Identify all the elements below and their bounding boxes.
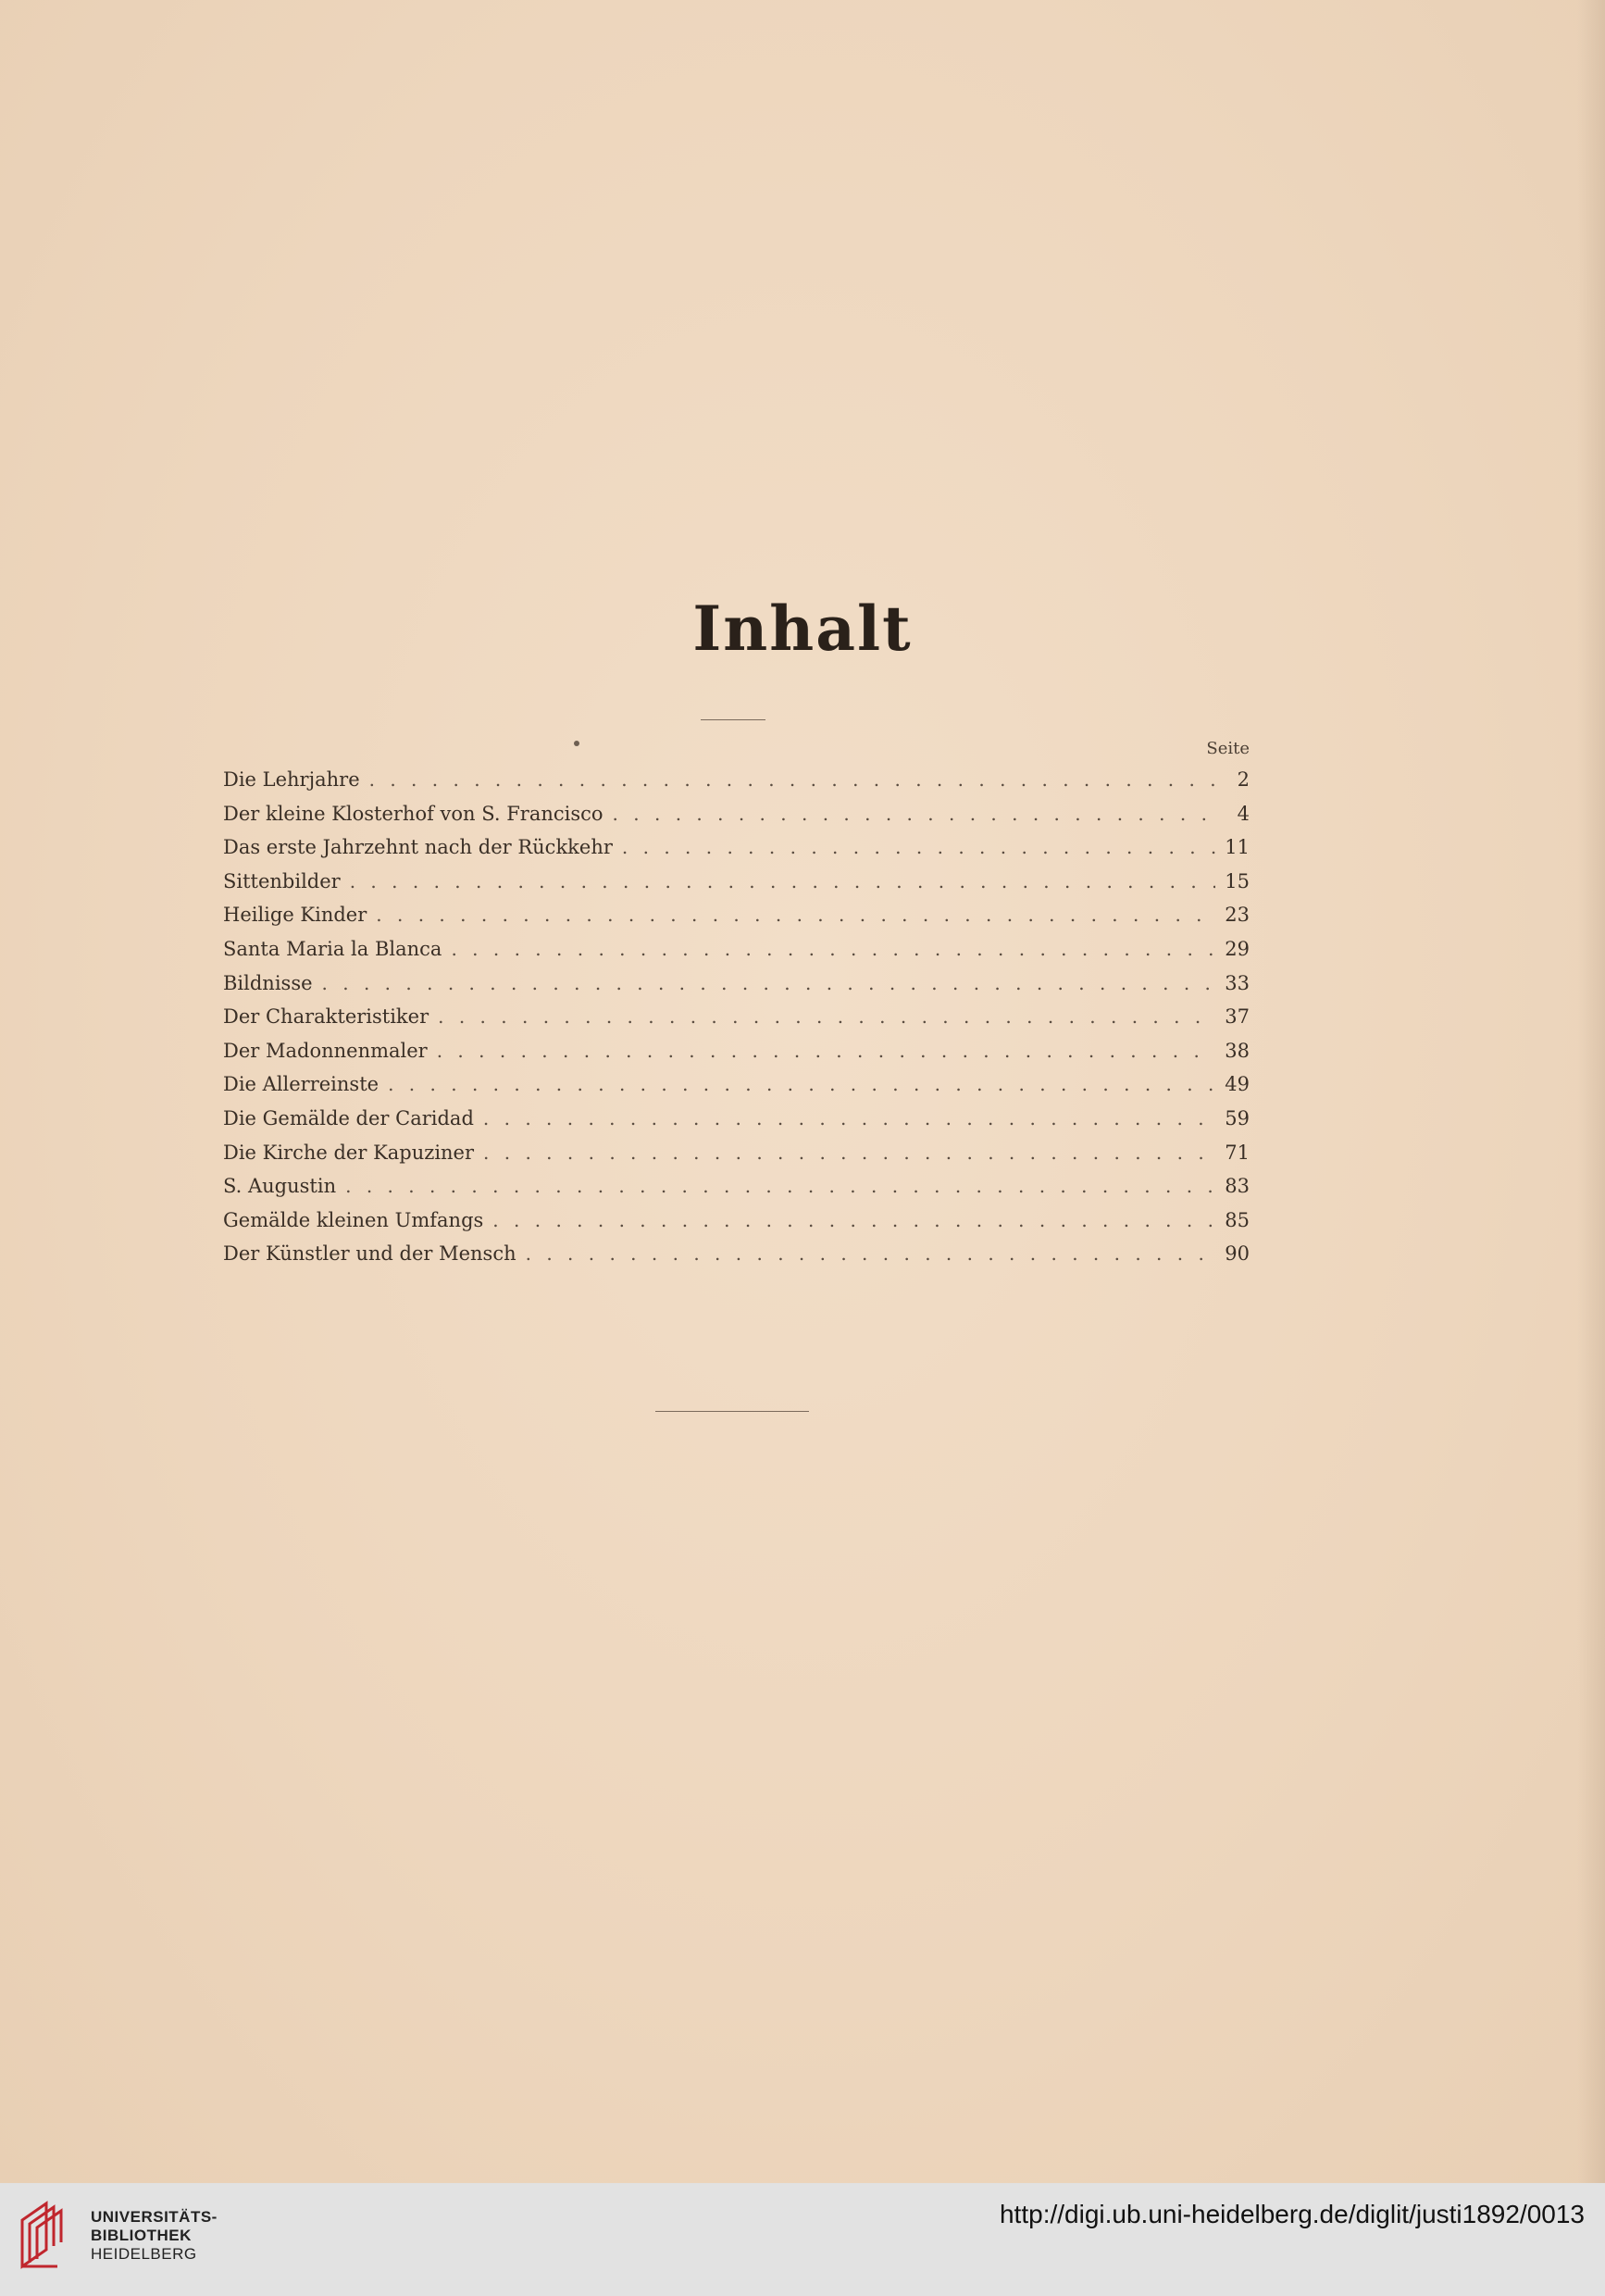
toc-entry — [223, 1000, 1250, 1034]
toc-leader-dots — [376, 898, 1215, 932]
toc-leader-dots — [437, 1034, 1216, 1068]
toc-entry-page: 38 — [1225, 1039, 1250, 1062]
toc-entry-page: 90 — [1225, 1242, 1250, 1266]
logo-line-1: UNIVERSITÄTS- — [91, 2208, 218, 2226]
toc-leader-dots — [369, 763, 1218, 797]
toc-entry-title: Der kleine Klosterhof von S. Francisco — [223, 802, 603, 825]
toc-entry-title: Die Lehrjahre — [223, 768, 360, 791]
toc-entry-page: 33 — [1225, 971, 1250, 994]
library-logo-icon — [15, 2192, 80, 2274]
logo-stroke — [37, 2211, 61, 2259]
toc-entry — [223, 797, 1250, 831]
toc-entry-title: Der Charakteristiker — [223, 1005, 429, 1029]
toc-leader-dots — [622, 830, 1215, 865]
toc-entry-page: 59 — [1225, 1106, 1250, 1129]
toc-entry-title: Sittenbilder — [223, 869, 341, 892]
title-rule — [701, 719, 765, 720]
toc-entry — [223, 967, 1250, 1001]
page-title: Inhalt — [692, 593, 913, 665]
toc-entry — [223, 1034, 1250, 1068]
toc-leader-dots — [492, 1204, 1215, 1238]
toc-entry-page: 29 — [1225, 937, 1250, 960]
logo-line-2: BIBLIOTHEK — [91, 2227, 192, 2244]
toc-entry — [223, 898, 1250, 932]
toc-leader-dots — [451, 932, 1215, 967]
toc-entry-title: Die Kirche der Kapuziner — [223, 1141, 475, 1164]
source-url[interactable]: http://digi.ub.uni-heidelberg.de/diglit/justi1892/0013 — [999, 2200, 1585, 2228]
toc-entry — [223, 865, 1250, 899]
toc-entry-title: Santa Maria la Blanca — [223, 937, 442, 960]
toc-leader-dots — [388, 1067, 1215, 1102]
toc-entry — [223, 1136, 1250, 1170]
toc-entry — [223, 830, 1250, 865]
toc-leader-dots — [613, 797, 1218, 831]
toc-leader-dots — [350, 865, 1216, 899]
toc-entry — [223, 1237, 1250, 1271]
toc-entry-title: Bildnisse — [223, 971, 313, 994]
toc-entry-page: 49 — [1225, 1073, 1250, 1096]
toc-entry-title: Der Madonnenmaler — [223, 1039, 428, 1062]
toc-entry — [223, 763, 1250, 797]
library-logo-text — [91, 2208, 218, 2264]
toc-entry — [223, 1204, 1250, 1238]
toc-entry-title: Gemälde kleinen Umfangs — [223, 1208, 484, 1231]
page-edge-shadow — [1577, 0, 1605, 2183]
logo-stroke — [22, 2203, 46, 2266]
toc-entry-page: 85 — [1225, 1208, 1250, 1231]
toc-entry-title: Das erste Jahrzehnt nach der Rückkehr — [223, 836, 613, 859]
table-of-contents — [223, 735, 1250, 1271]
toc-entry-page: 15 — [1225, 869, 1250, 892]
toc-leader-dots — [345, 1169, 1215, 1204]
toc-entry-page: 37 — [1225, 1005, 1250, 1029]
toc-leader-dots — [526, 1237, 1216, 1271]
page-column-label: Seite — [1206, 739, 1250, 758]
toc-entry-title: Die Gemälde der Caridad — [223, 1106, 474, 1129]
toc-leader-dots — [483, 1102, 1215, 1136]
toc-entry-title: Die Allerreinste — [223, 1073, 379, 1096]
toc-entry-page: 4 — [1237, 802, 1250, 825]
toc-entry — [223, 932, 1250, 967]
toc-list — [223, 763, 1250, 1271]
toc-leader-dots — [322, 967, 1216, 1001]
toc-entry-page: 2 — [1237, 768, 1250, 791]
toc-entry-title: S. Augustin — [223, 1175, 337, 1198]
toc-entry-title: Der Künstler und der Mensch — [223, 1242, 516, 1266]
toc-entry — [223, 1102, 1250, 1136]
toc-entry-title: Heilige Kinder — [223, 904, 367, 927]
closing-rule — [655, 1411, 809, 1412]
toc-leader-dots — [483, 1136, 1215, 1170]
logo-line-3: HEIDELBERG — [91, 2245, 197, 2263]
toc-entry-page: 23 — [1225, 904, 1250, 927]
toc-entry — [223, 1067, 1250, 1102]
toc-entry — [223, 1169, 1250, 1204]
toc-entry-page: 71 — [1225, 1141, 1250, 1164]
toc-entry-page: 83 — [1225, 1175, 1250, 1198]
toc-entry-page: 11 — [1225, 836, 1250, 859]
toc-leader-dots — [438, 1000, 1215, 1034]
